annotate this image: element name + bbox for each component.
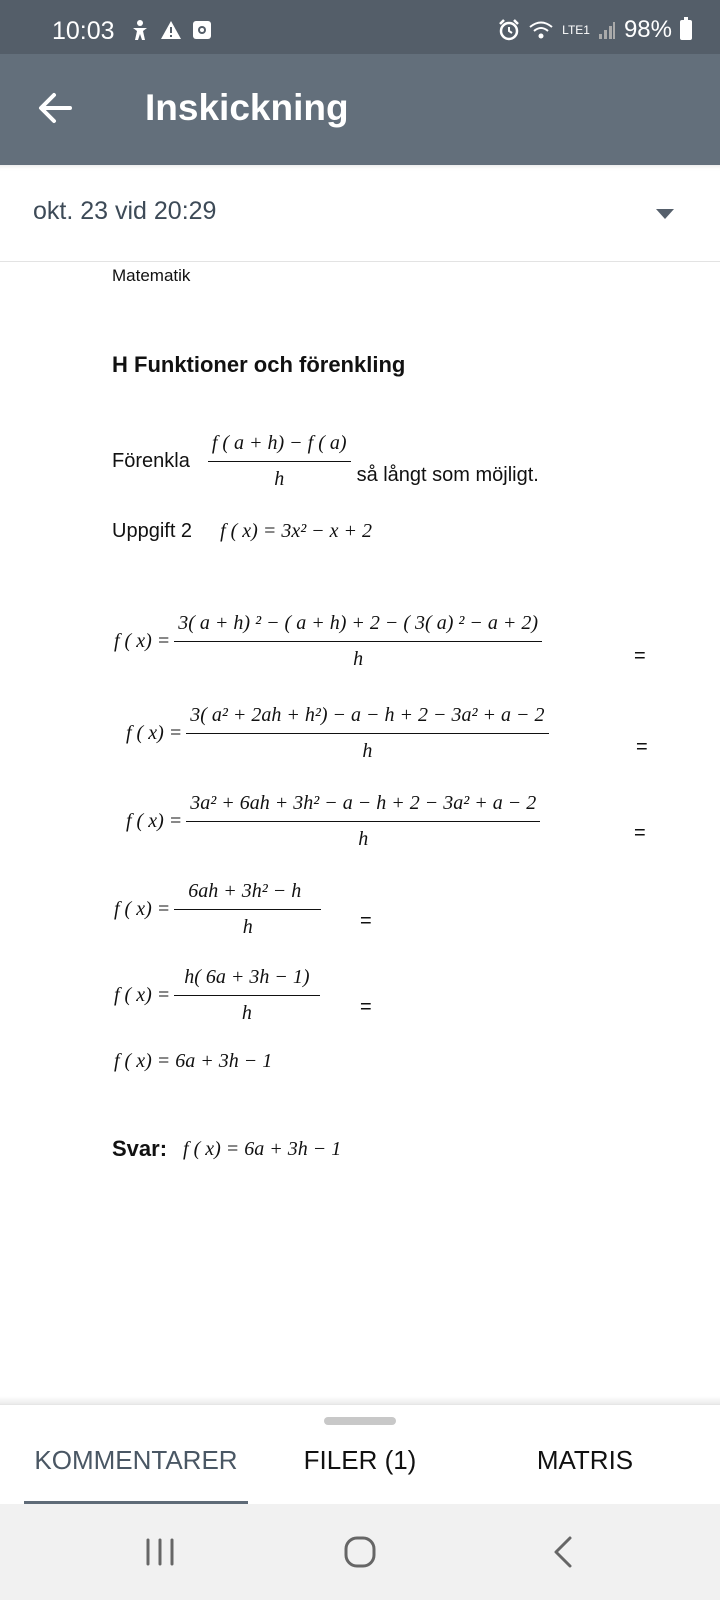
- solution-step: [114, 880, 321, 939]
- step-fraction: [186, 792, 540, 851]
- recent-apps-icon[interactable]: [140, 1532, 180, 1572]
- submission-selector[interactable]: [0, 165, 720, 262]
- fraction-denominator: h: [353, 648, 364, 670]
- status-time: 10:03: [52, 17, 115, 45]
- chevron-down-icon[interactable]: [656, 209, 674, 219]
- step-fraction: [174, 966, 319, 1025]
- tab-filer[interactable]: FILER (1): [303, 1445, 417, 1475]
- equals-sign: =: [636, 736, 648, 758]
- solution-result: [114, 1050, 272, 1073]
- battery-icon: [680, 20, 692, 40]
- tab-kommentarer[interactable]: KOMMENTARER: [34, 1445, 238, 1475]
- fraction-numerator: 3a² + 6ah + 3h² − a − h + 2 − 3a² + a − 2: [186, 792, 540, 822]
- fraction-denominator: h: [242, 916, 253, 938]
- step-fraction: [186, 704, 548, 763]
- solution-step: [126, 792, 540, 851]
- tab-matris[interactable]: MATRIS: [536, 1445, 634, 1475]
- app-notification-icon: [192, 20, 212, 40]
- submission-date: okt. 23 vid 20:29: [33, 197, 217, 225]
- step-lhs: f ( x) =: [114, 630, 171, 652]
- fraction-numerator: h( 6a + 3h − 1): [174, 966, 319, 996]
- accessibility-icon: [130, 19, 150, 41]
- fraction-numerator: 3( a + h) ² − ( a + h) + 2 − ( 3( a) ² − a + 2): [174, 612, 542, 642]
- fraction-denominator: h: [274, 468, 285, 490]
- fraction-denominator: h: [241, 1002, 252, 1024]
- step-lhs: f ( x) =: [126, 810, 183, 832]
- document-heading: H Funktioner och förenkling: [112, 352, 406, 377]
- app-bar: [0, 54, 720, 165]
- warning-icon: [160, 20, 182, 40]
- page-title: Inskickning: [145, 87, 349, 128]
- system-status-icons: [498, 16, 692, 44]
- submission-document: [0, 262, 720, 1402]
- notification-icons: [130, 19, 212, 41]
- task-prefix: Förenkla: [112, 450, 190, 472]
- step-lhs: f ( x) =: [114, 898, 171, 920]
- status-bar: [0, 0, 720, 54]
- solution-step: [114, 612, 542, 671]
- bottom-sheet: [0, 1404, 720, 1504]
- network-type: LTE1: [562, 23, 590, 37]
- equals-sign: =: [634, 822, 646, 844]
- battery-percent: 98%: [623, 16, 672, 43]
- answer-expression: f ( x) = 6a + 3h − 1: [183, 1137, 342, 1160]
- step-lhs: f ( x) =: [114, 984, 171, 1006]
- step-lhs: f ( x) =: [126, 722, 183, 744]
- problem-function: f ( x) = 3x² − x + 2: [220, 520, 373, 542]
- task-instruction: [112, 432, 539, 491]
- wifi-icon: [528, 20, 554, 40]
- solution-step: [114, 966, 320, 1025]
- problem-statement: [112, 520, 372, 543]
- back-arrow-icon[interactable]: [36, 88, 76, 128]
- fraction-numerator: 3( a² + 2ah + h²) − a − h + 2 − 3a² + a − 2: [186, 704, 548, 734]
- step-fraction: [174, 612, 542, 671]
- fraction-denominator: h: [358, 828, 369, 850]
- task-suffix: så långt som möjligt.: [356, 464, 539, 486]
- equals-sign: =: [360, 996, 372, 1018]
- final-expression: f ( x) = 6a + 3h − 1: [114, 1050, 273, 1072]
- signal-icon: [598, 20, 616, 40]
- answer-line: [112, 1136, 341, 1162]
- drag-handle[interactable]: [324, 1417, 396, 1425]
- home-icon[interactable]: [340, 1532, 380, 1572]
- equals-sign: =: [634, 645, 646, 667]
- solution-step: [126, 704, 549, 763]
- back-icon[interactable]: [544, 1532, 584, 1572]
- system-nav-bar: [0, 1504, 720, 1600]
- alarm-icon: [498, 19, 520, 41]
- fraction-denominator: h: [362, 740, 373, 762]
- sheet-shadow: [0, 1396, 720, 1404]
- task-fraction: [208, 432, 351, 491]
- answer-label: Svar:: [112, 1136, 168, 1161]
- step-fraction: [174, 880, 321, 939]
- equals-sign: =: [360, 910, 372, 932]
- fraction-numerator: f ( a + h) − f ( a): [208, 432, 351, 462]
- problem-label: Uppgift 2: [112, 520, 193, 542]
- document-subject: Matematik: [112, 266, 191, 285]
- fraction-numerator: 6ah + 3h² − h: [174, 880, 321, 910]
